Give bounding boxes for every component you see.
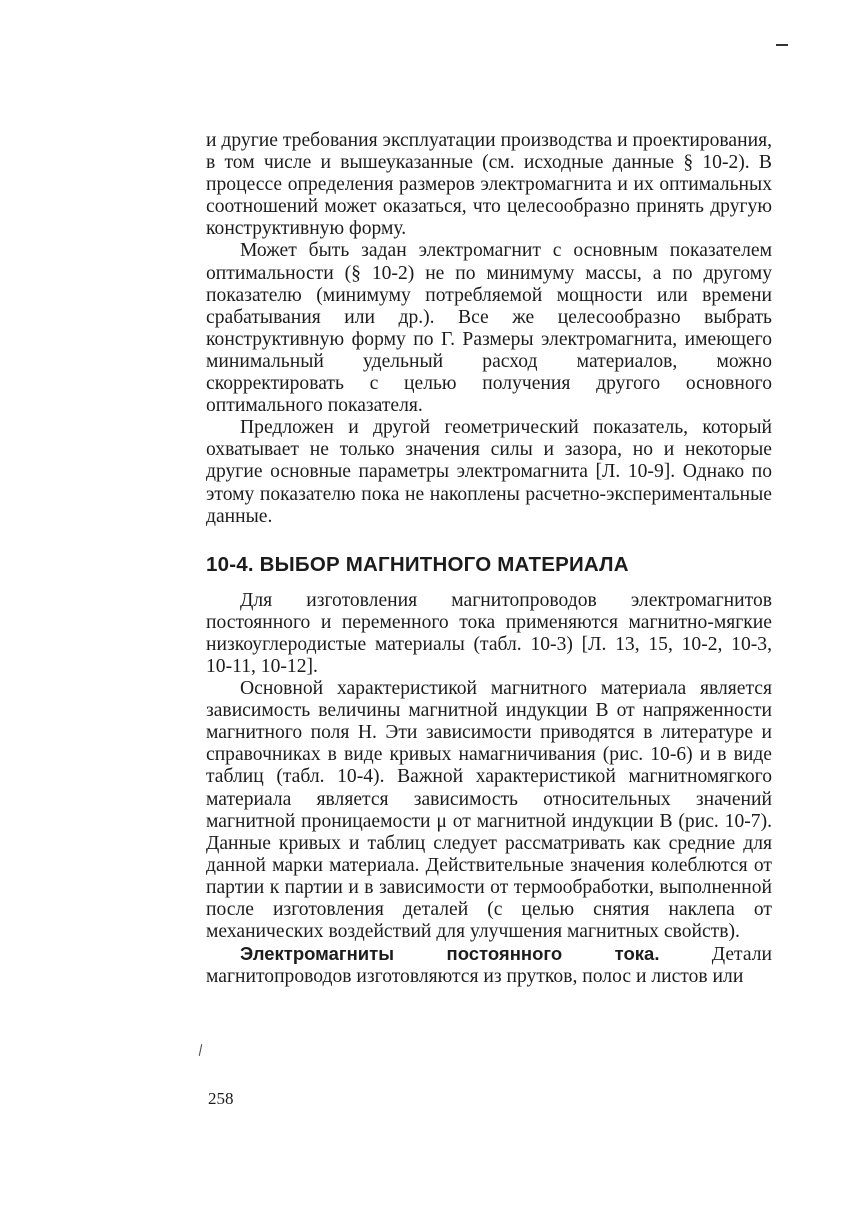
paragraph-2: Может быть задан электромагнит с основным показателем оптимальности (§ 10-2) не по минимуму массы, а по другому показателю (минимуму потребляемой мощности или времени срабатывания или др.). Все же целесообразно выбрать конструктивную форму по Г. Размеры электромагнита, имеющего минимальный удельный расход материалов, можно скорректировать с целью получения другого основного оптимального показателя. <box>206 240 772 417</box>
run-in-heading: Электромагниты постоянного тока. <box>240 943 660 965</box>
paragraph-6 <box>206 943 772 988</box>
paragraph-1: и другие требования эксплуатации производства и проектирования, в том числе и вышеуказанные (см. исходные данные § 10-2). В процессе определения размеров электромагнита и их оптимальных соотношений может оказаться, что целесообразно принять другую конструктивную форму. <box>206 130 772 240</box>
margin-mark <box>776 44 788 46</box>
spacer <box>206 577 772 590</box>
paragraph-3: Предложен и другой геометрический показатель, который охватывает не только значения силы и зазора, но и некоторые другие основные параметры электромагнита [Л. 10-9]. Однако по этому показателю пока не накоплены расчетно-экспериментальные данные. <box>206 417 772 527</box>
text-body <box>206 130 772 988</box>
spacer <box>206 528 772 553</box>
page-number: 258 <box>208 1089 234 1108</box>
paragraph-5: Основной характеристикой магнитного материала является зависимость величины магнитной индукции B от напряженности магнитного поля H. Эти зависимости приводятся в литературе и справочниках в виде кривых намагничивания (рис. 10-6) и в виде таблиц (табл. 10-4). Важной характеристикой магнитномягкого материала является зависимость относительных значений магнитной проницаемости μ от магнитной индукции B (рис. 10-7). Данные кривых и таблиц следует рассматривать как средние для данной марки материала. Действительные значения колеблются от партии к партии и в зависимости от термообработки, выполненной после изготовления деталей (с целью снятия наклепа от механических воздействий для улучшения магнитных свойств). <box>206 678 772 943</box>
paragraph-4: Для изготовления магнитопроводов электромагнитов постоянного и переменного тока применяются магнитно-мягкие низкоуглеродистые материалы (табл. 10-3) [Л. 13, 15, 10-2, 10-3, 10-11, 10-12]. <box>206 589 772 677</box>
section-heading: 10-4. ВЫБОР МАГНИТНОГО МАТЕРИАЛА <box>206 552 629 576</box>
margin-tick-mark <box>199 1044 203 1056</box>
paragraph-6-text: Детали магнитопроводов изготовляются из прутков, полос и листов или <box>206 944 772 988</box>
